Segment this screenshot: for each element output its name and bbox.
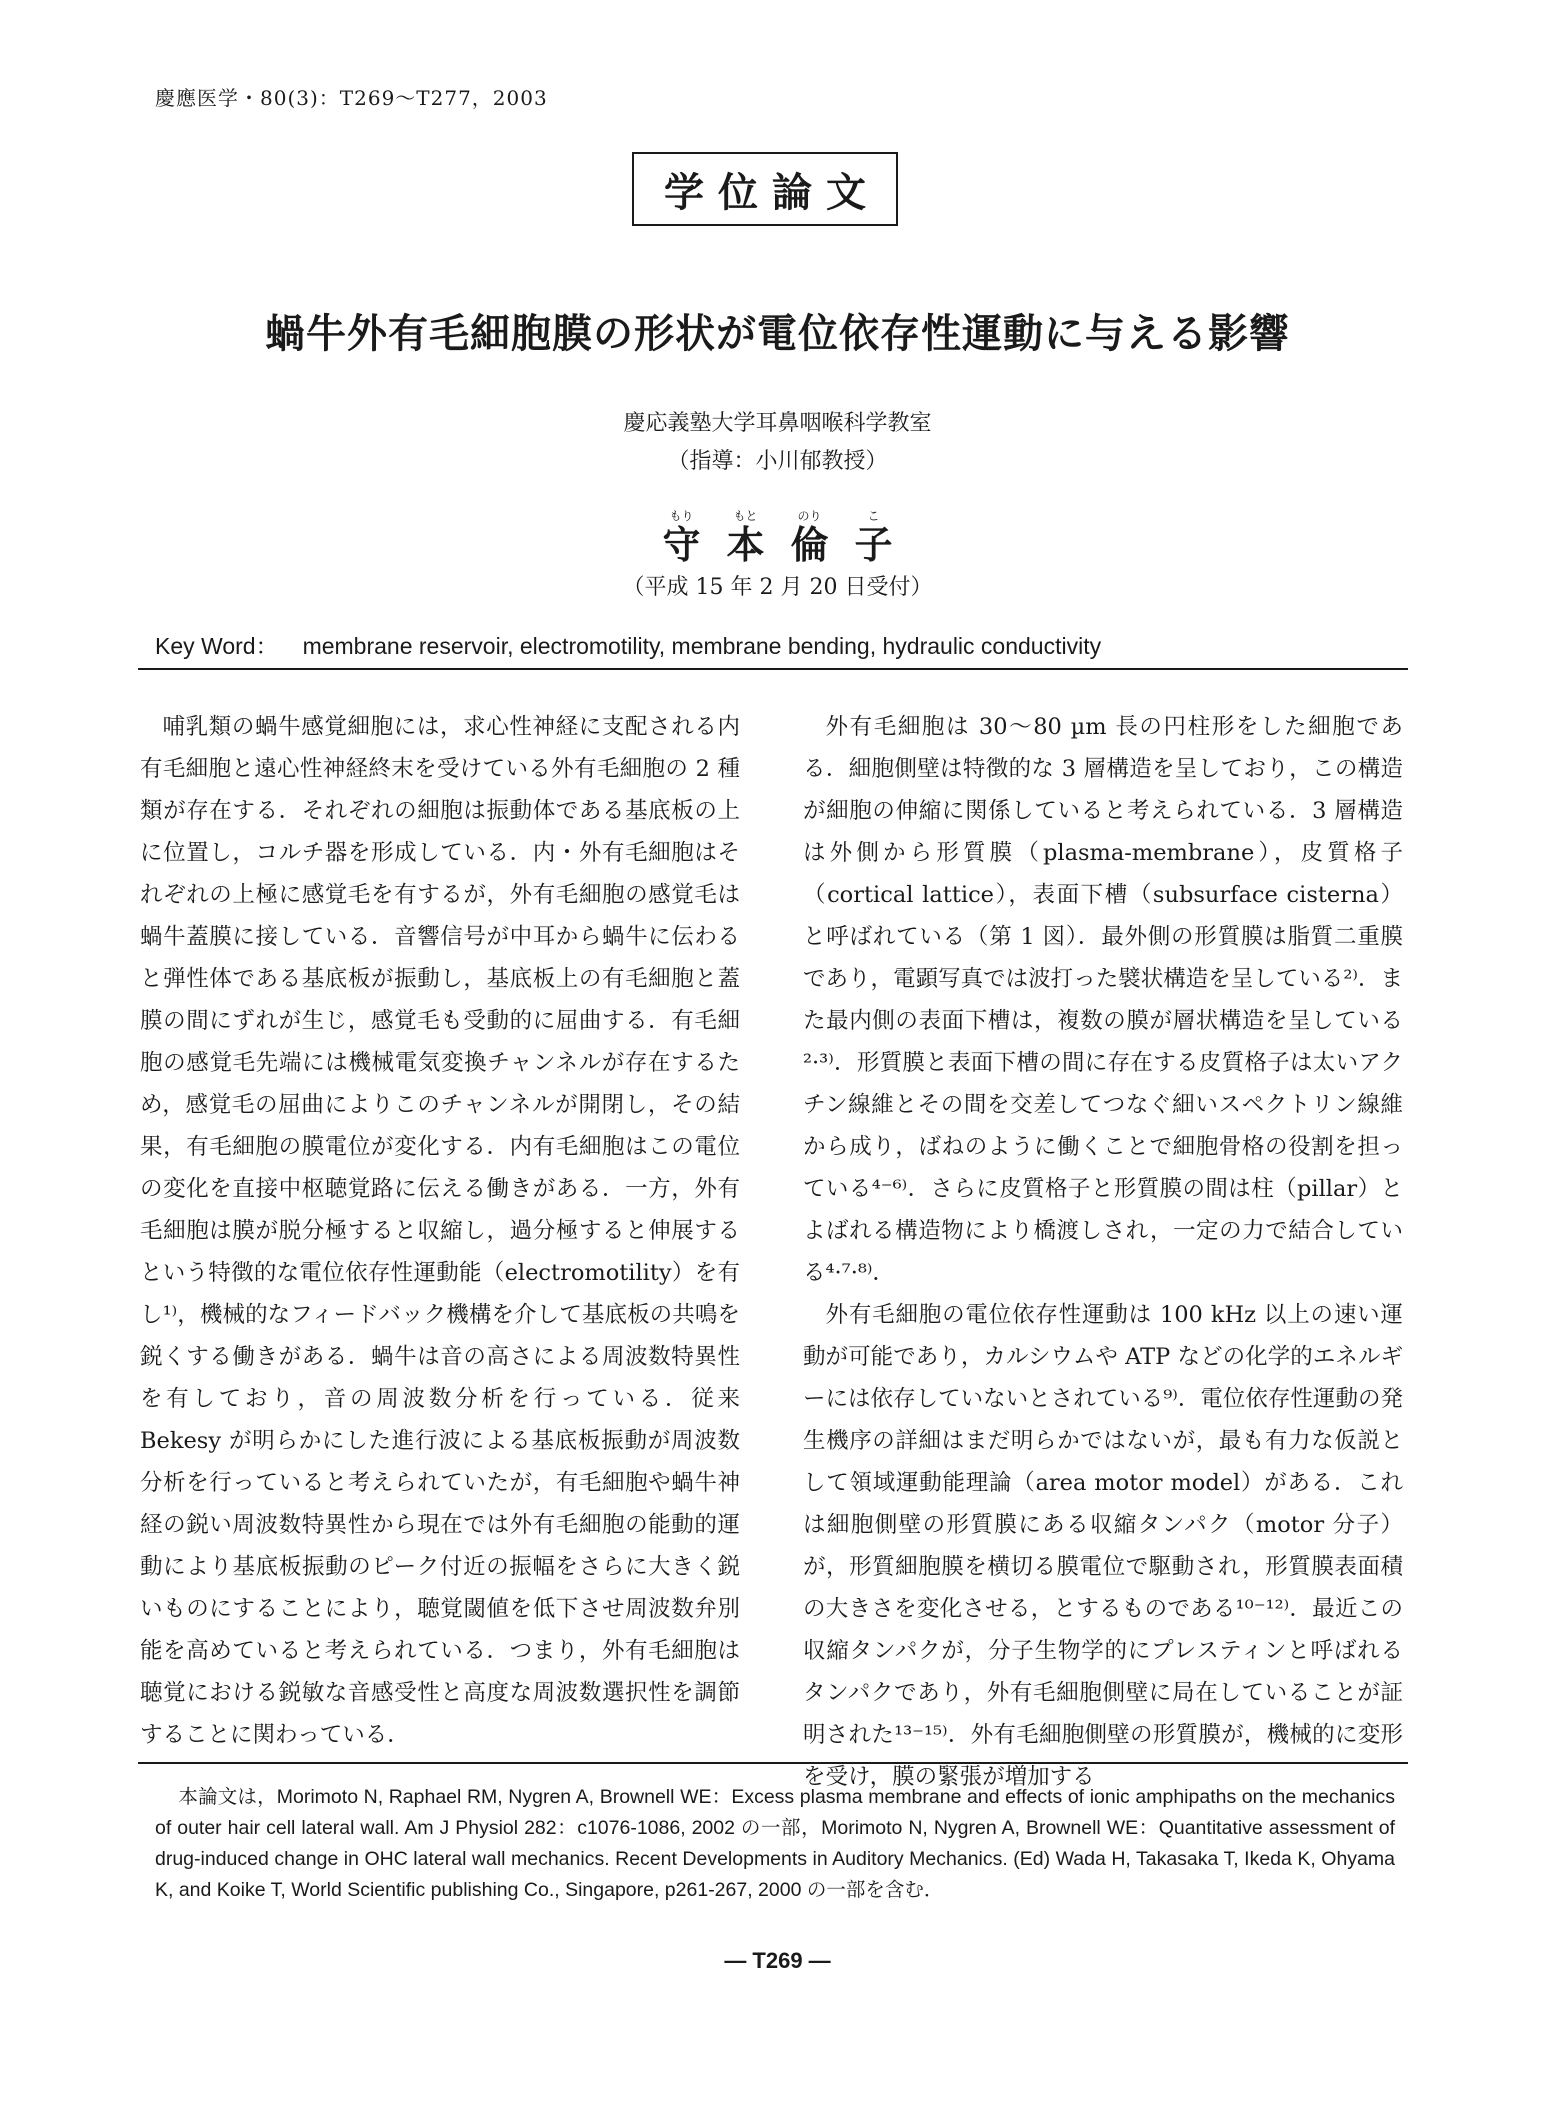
footnote [155,1782,1395,1906]
author-char [726,509,765,567]
footnote-text: 本論文は，Morimoto N, Raphael RM, Nygren A, Brownell WE：Excess plasma membrane and effects of ionic amphipaths on the mechanics of outer hair cell lateral wall. Am J Physiol 282：c1076-1086, 2002 の一部，Morimoto N, Nygren A, Brownell WE：Quantitative assessment of drug-induced change in OHC lateral wall mechanics. Recent Developments in Auditory Mechanics. (Ed) Wada H, Takasaka T, Ikeda K, Ohyama K, and Koike T, World Scientific publishing Co., Singapore, p261-267, 2000 の一部を含む． [155,1786,1395,1901]
author-ruby: こ [867,509,880,523]
body-paragraph: 外有毛細胞は 30〜80 µm 長の円柱形をした細胞である．細胞側壁は特徴的な 3 層構造を呈しており，この構造が細胞の伸縮に関係していると考えられている．3 層構造は外側から形質膜（plasma-membrane），皮質格子（cortical lattice），表面下槽（subsurface cisterna）と呼ばれている（第 1 図）．最外側の形質膜は脂質二重膜であり，電顕写真では波打った襞状構造を呈している²⁾．また最内側の表面下槽は，複数の膜が層状構造を呈している²·³⁾．形質膜と表面下槽の間に存在する皮質格子は太いアクチン線維とその間を交差してつなぐ細いスペクトリン線維から成り，ばねのように働くことで細胞骨格の役割を担っている⁴⁻⁶⁾．さらに皮質格子と形質膜の間は柱（pillar）とよばれる構造物により橋渡しされ，一定の力で結合している⁴·⁷·⁸⁾． [803,714,1403,1286]
journal-citation: 慶應医学・80(3)：T269〜T277，2003 [155,86,548,110]
affiliation-supervisor: （指導：小川郁教授） [667,449,888,474]
keywords [155,628,1101,661]
author-ruby: もり [669,509,694,523]
author-kanji: 本 [726,522,765,567]
body-paragraph: 哺乳類の蝸牛感覚細胞には，求心性神経に支配される内有毛細胞と遠心性神経終末を受けている外有毛細胞の 2 種類が存在する．それぞれの細胞は振動体である基底板の上に位置し，コルチ器を形成している．内・外有毛細胞はそれぞれの上極に感覚毛を有するが，外有毛細胞の感覚毛は蝸牛蓋膜に接している．音響信号が中耳から蝸牛に伝わると弾性体である基底板が振動し，基底板上の有毛細胞と蓋膜の間にずれが生じ，感覚毛も受動的に屈曲する．有毛細胞の感覚毛先端には機械電気変換チャンネルが存在するため，感覚毛の屈曲によりこのチャンネルが開閉し，その結果，有毛細胞の膜電位が変化する．内有毛細胞はこの電位の変化を直接中枢聴覚路に伝える働きがある．一方，外有毛細胞は膜が脱分極すると収縮し，過分極すると伸展するという特徴的な電位依存性運動能（electromotility）を有し¹⁾，機械的なフィードバック機構を介して基底板の共鳴を鋭くする働きがある．蝸牛は音の高さによる周波数特異性を有しており，音の周波数分析を行っている．従来 Bekesy が明らかにした進行波による基底板振動が周波数分析を行っていると考えられていたが，有毛細胞や蝸牛神経の鋭い周波数特異性から現在では外有毛細胞の能動的運動により基底板振動のピーク付近の振幅をさらに大きく鋭いものにすることにより，聴覚閾値を低下させ周波数弁別能を高めていると考えられている．つまり，外有毛細胞は聴覚における鋭敏な音感受性と高度な周波数選択性を調節することに関わっている． [140,714,740,1748]
keywords-text: membrane reservoir, electromotility, membrane bending, hydraulic conductivity [302,633,1102,659]
author-kanji: 子 [854,522,893,567]
paper-title: 蝸牛外有毛細胞膜の形状が電位依存性運動に与える影響 [265,310,1290,357]
author-char [662,509,701,567]
affiliation-department: 慶応義塾大学耳鼻咽喉科学教室 [623,411,932,436]
author-kanji: 守 [662,522,701,567]
author-kanji: 倫 [790,522,829,567]
received-date: （平成 15 年 2 月 20 日受付） [622,575,933,600]
header-divider [138,668,1408,670]
author-name [0,488,1555,567]
author-ruby: のり [797,509,822,523]
thesis-badge [632,152,898,226]
body-paragraph: 外有毛細胞の電位依存性運動は 100 kHz 以上の速い運動が可能であり，カルシウムや ATP などの化学的エネルギーには依存していないとされている⁹⁾．電位依存性運動の発生機序の詳細はまだ明らかではないが，最も有力な仮説として領域運動能理論（area motor model）がある．これは細胞側壁の形質膜にある収縮タンパク（motor 分子）が，形質細胞膜を横切る膜電位で駆動され，形質膜表面積の大きさを変化させる，とするものである¹⁰⁻¹²⁾．最近この収縮タンパクが，分子生物学的にプレスティンと呼ばれるタンパクであり，外有毛細胞側壁に局在していることが証明された¹³⁻¹⁵⁾．外有毛細胞側壁の形質膜が，機械的に変形を受け，膜の緊張が増加する [803,1302,1403,1790]
author-ruby: もと [733,509,758,523]
thesis-badge-label: 学位論文 [664,169,880,216]
author-char [790,509,829,567]
page-number: — T269 — [724,1948,831,1973]
body-column-left [140,706,740,1756]
keywords-label: Key Word： [155,633,279,659]
footnote-divider [138,1762,1408,1764]
author-char [854,509,893,567]
body-column-right [803,706,1403,1798]
